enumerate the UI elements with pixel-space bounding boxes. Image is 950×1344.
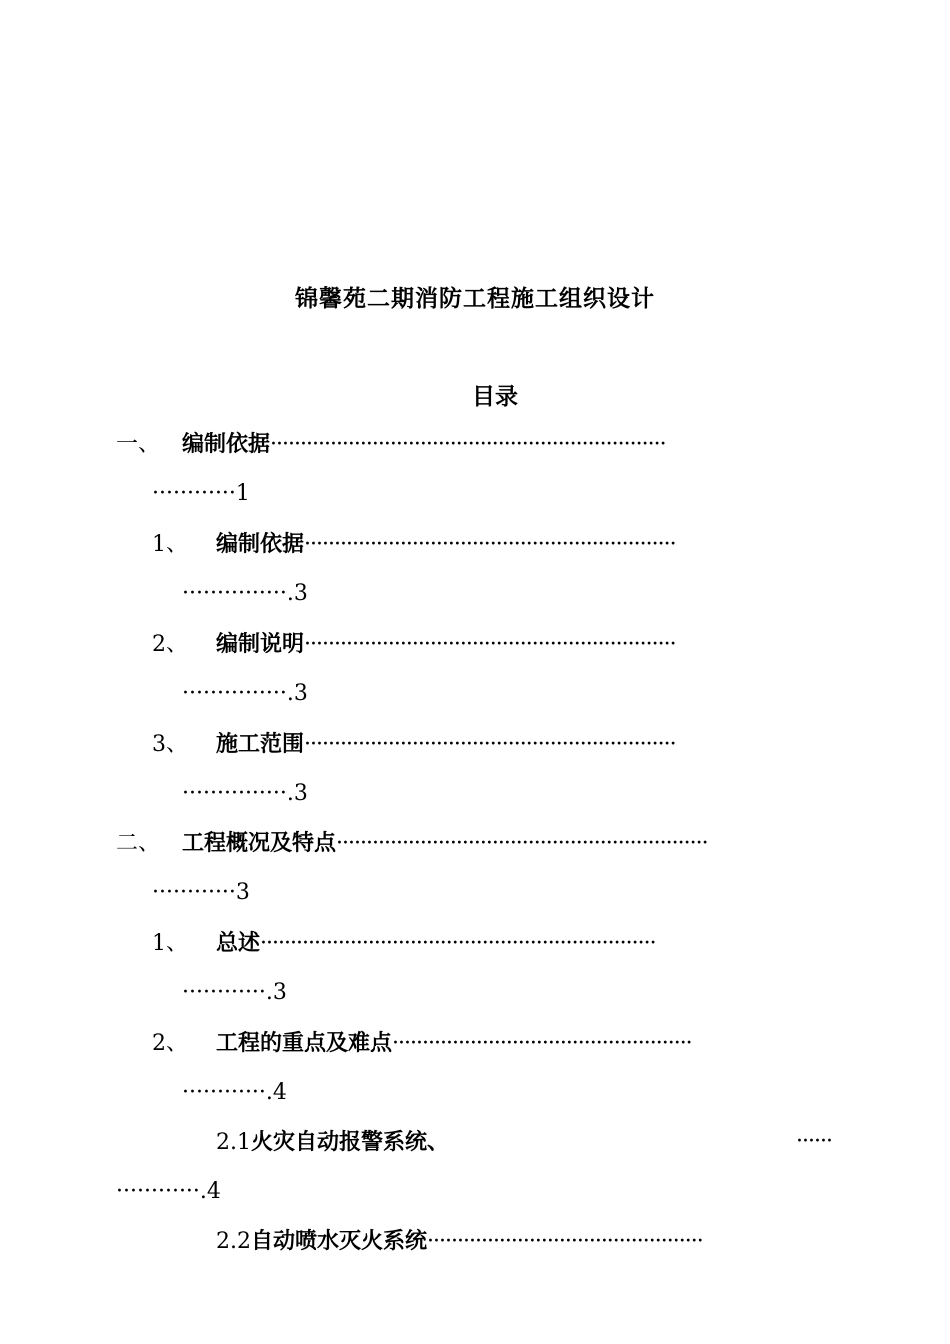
toc-page-number: 4 — [206, 1179, 221, 1204]
toc-entry-number: 2.1 — [216, 1130, 251, 1155]
toc-entry-1-3-continuation — [182, 777, 782, 811]
toc-entry-label: 施工范围 — [216, 731, 305, 757]
toc-entry-number: 二、 — [116, 831, 161, 856]
toc-leader-dots: ······························································ — [304, 532, 676, 557]
toc-leader-dots: ·················································· — [392, 1031, 692, 1056]
toc-leader-dots: ··············· — [182, 681, 287, 706]
toc-page-number: 3 — [293, 581, 308, 606]
toc-entry-2-1[interactable] — [152, 926, 832, 960]
toc-entry-number: 1、 — [152, 532, 188, 557]
toc-leader-dots: ············ — [116, 1179, 200, 1204]
toc-leader-dots: ······························································ — [304, 732, 676, 757]
toc-entry-number: 2、 — [152, 1031, 188, 1056]
toc-heading: 目录 — [472, 383, 518, 410]
toc-leader-dots: ··············· — [182, 581, 287, 606]
toc-entry-number: 2、 — [152, 632, 188, 657]
toc-entry-number: 一、 — [116, 432, 161, 457]
toc-leader-dots: ·································································· — [270, 432, 666, 457]
toc-entry-1-2-continuation — [182, 677, 782, 711]
toc-entry-1-continuation — [152, 477, 752, 511]
toc-dot: . — [286, 581, 294, 606]
toc-leader-dots: ······························································ — [304, 632, 676, 657]
toc-dot: . — [265, 980, 273, 1005]
toc-entry-number: 3、 — [152, 732, 188, 757]
toc-leader-dots: ············ — [152, 880, 236, 905]
toc-entry-number: 1、 — [152, 931, 188, 956]
toc-page-number: 3 — [235, 880, 250, 905]
toc-entry-2[interactable] — [116, 826, 832, 860]
toc-page-number: 3 — [272, 980, 287, 1005]
toc-page-number: 4 — [272, 1080, 287, 1105]
toc-page-number: 3 — [293, 681, 308, 706]
toc-entry-number: 2.2 — [216, 1229, 251, 1254]
toc-entry-1[interactable] — [116, 427, 832, 461]
toc-leader-dots: ·············································· — [427, 1229, 703, 1254]
toc-leader-dots: ············ — [182, 980, 266, 1005]
toc-dot: . — [199, 1179, 207, 1204]
toc-dot: . — [265, 1080, 273, 1105]
toc-entry-2-2-1[interactable] — [216, 1125, 832, 1159]
toc-entry-1-1[interactable] — [152, 527, 832, 561]
toc-entry-label: 编制依据 — [182, 431, 271, 457]
toc-page-number: 3 — [293, 781, 308, 806]
toc-page-number: 1 — [235, 481, 250, 506]
toc-dot: . — [286, 781, 294, 806]
toc-entry-1-3[interactable] — [152, 727, 832, 761]
toc-leader-dots: ·································································· — [260, 931, 656, 956]
toc-leader-dots: ··············· — [182, 781, 287, 806]
toc-entry-2-2-continuation — [182, 1076, 782, 1110]
toc-entry-label: 自动喷水灭火系统 — [251, 1228, 428, 1254]
toc-entry-label: 编制说明 — [216, 631, 305, 657]
toc-entry-label: 火灾自动报警系统、 — [251, 1129, 450, 1155]
toc-leader-dots: ············ — [152, 481, 236, 506]
toc-leader-dots: ······ — [796, 1129, 832, 1154]
toc-entry-1-1-continuation — [182, 577, 782, 611]
toc-dot: . — [286, 681, 294, 706]
toc-entry-label: 工程的重点及难点 — [216, 1030, 393, 1056]
toc-entry-2-2[interactable] — [152, 1026, 832, 1060]
toc-entry-label: 总述 — [216, 930, 261, 956]
toc-leader-dots: ············ — [182, 1080, 266, 1105]
toc-entry-1-2[interactable] — [152, 627, 832, 661]
document-title: 锦馨苑二期消防工程施工组织设计 — [295, 285, 655, 312]
toc-entry-label: 编制依据 — [216, 531, 305, 557]
toc-entry-2-continuation — [152, 876, 752, 910]
toc-entry-2-1-continuation — [182, 976, 782, 1010]
toc-leader-dots: ······························································ — [336, 831, 708, 856]
toc-entry-2-2-2[interactable] — [216, 1224, 832, 1258]
toc-entry-label: 工程概况及特点 — [182, 830, 337, 856]
toc-entry-2-2-1-continuation — [116, 1175, 716, 1209]
